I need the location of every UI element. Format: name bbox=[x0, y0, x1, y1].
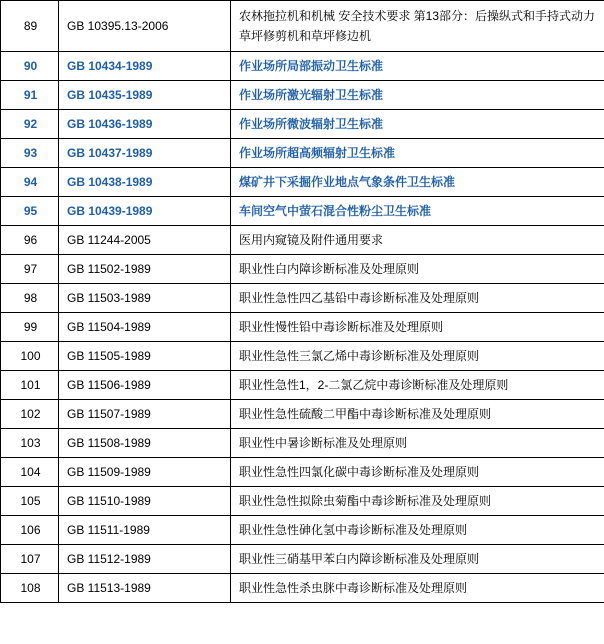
standard-title-cell: 作业场所微波辐射卫生标准 bbox=[231, 110, 604, 139]
table-row bbox=[1, 81, 604, 110]
standard-code-cell: GB 10436-1989 bbox=[59, 110, 231, 139]
row-index-cell: 96 bbox=[1, 226, 59, 255]
table-row bbox=[1, 458, 604, 487]
row-index-cell: 108 bbox=[1, 574, 59, 603]
row-index-cell: 106 bbox=[1, 516, 59, 545]
standard-title-cell: 职业性急性砷化氢中毒诊断标准及处理原则 bbox=[231, 516, 604, 545]
standard-title-cell: 作业场所超高频辐射卫生标准 bbox=[231, 139, 604, 168]
row-index-cell: 101 bbox=[1, 371, 59, 400]
table-row bbox=[1, 168, 604, 197]
standard-code-cell: GB 10434-1989 bbox=[59, 52, 231, 81]
row-index-cell: 99 bbox=[1, 313, 59, 342]
table-row bbox=[1, 545, 604, 574]
table-row bbox=[1, 313, 604, 342]
standard-code-cell: GB 11509-1989 bbox=[59, 458, 231, 487]
standard-title-cell: 作业场所局部振动卫生标准 bbox=[231, 52, 604, 81]
standard-title-cell: 职业性白内障诊断标准及处理原则 bbox=[231, 255, 604, 284]
standard-title-cell: 职业性急性拟除虫菊酯中毒诊断标准及处理原则 bbox=[231, 487, 604, 516]
table-row bbox=[1, 487, 604, 516]
standard-code-cell: GB 11510-1989 bbox=[59, 487, 231, 516]
row-index-cell: 89 bbox=[1, 1, 59, 52]
table-row bbox=[1, 226, 604, 255]
standard-title-cell: 职业性急性四氯化碳中毒诊断标准及处理原则 bbox=[231, 458, 604, 487]
table-row bbox=[1, 371, 604, 400]
row-index-cell: 98 bbox=[1, 284, 59, 313]
standard-code-cell: GB 10439-1989 bbox=[59, 197, 231, 226]
standard-title-cell: 作业场所激光辐射卫生标准 bbox=[231, 81, 604, 110]
standard-title-cell: 农林拖拉机和机械 安全技术要求 第13部分：后操纵式和手持式动力草坪修剪机和草坪修边机 bbox=[231, 1, 604, 52]
row-index-cell: 107 bbox=[1, 545, 59, 574]
standard-title-cell: 职业性急性杀虫脒中毒诊断标准及处理原则 bbox=[231, 574, 604, 603]
row-index-cell: 103 bbox=[1, 429, 59, 458]
standard-title-cell: 医用内窥镜及附件通用要求 bbox=[231, 226, 604, 255]
standard-code-cell: GB 11507-1989 bbox=[59, 400, 231, 429]
standard-code-cell: GB 11504-1989 bbox=[59, 313, 231, 342]
row-index-cell: 95 bbox=[1, 197, 59, 226]
standard-code-cell: GB 11512-1989 bbox=[59, 545, 231, 574]
standard-code-cell: GB 11244-2005 bbox=[59, 226, 231, 255]
standard-code-cell: GB 11506-1989 bbox=[59, 371, 231, 400]
standard-title-cell: 职业性急性1，2-二氯乙烷中毒诊断标准及处理原则 bbox=[231, 371, 604, 400]
standard-title-cell: 职业性急性三氯乙烯中毒诊断标准及处理原则 bbox=[231, 342, 604, 371]
standard-title-cell: 职业性慢性铅中毒诊断标准及处理原则 bbox=[231, 313, 604, 342]
standard-code-cell: GB 11505-1989 bbox=[59, 342, 231, 371]
standard-code-cell: GB 11503-1989 bbox=[59, 284, 231, 313]
table-row bbox=[1, 110, 604, 139]
standard-code-cell: GB 11513-1989 bbox=[59, 574, 231, 603]
table-row bbox=[1, 139, 604, 168]
standard-code-cell: GB 11511-1989 bbox=[59, 516, 231, 545]
table-row bbox=[1, 429, 604, 458]
row-index-cell: 104 bbox=[1, 458, 59, 487]
table-row bbox=[1, 574, 604, 603]
standard-code-cell: GB 10395.13-2006 bbox=[59, 1, 231, 52]
standard-code-cell: GB 11508-1989 bbox=[59, 429, 231, 458]
standard-code-cell: GB 10438-1989 bbox=[59, 168, 231, 197]
standard-title-cell: 煤矿井下采掘作业地点气象条件卫生标准 bbox=[231, 168, 604, 197]
row-index-cell: 93 bbox=[1, 139, 59, 168]
table-row bbox=[1, 516, 604, 545]
row-index-cell: 92 bbox=[1, 110, 59, 139]
standard-title-cell: 职业性三硝基甲苯白内障诊断标准及处理原则 bbox=[231, 545, 604, 574]
table-row bbox=[1, 255, 604, 284]
row-index-cell: 91 bbox=[1, 81, 59, 110]
row-index-cell: 90 bbox=[1, 52, 59, 81]
standard-title-cell: 职业性急性四乙基铅中毒诊断标准及处理原则 bbox=[231, 284, 604, 313]
standard-code-cell: GB 11502-1989 bbox=[59, 255, 231, 284]
row-index-cell: 94 bbox=[1, 168, 59, 197]
standard-code-cell: GB 10437-1989 bbox=[59, 139, 231, 168]
table-row bbox=[1, 1, 604, 52]
row-index-cell: 97 bbox=[1, 255, 59, 284]
table-row bbox=[1, 284, 604, 313]
standard-title-cell: 职业性急性硫酸二甲酯中毒诊断标准及处理原则 bbox=[231, 400, 604, 429]
standard-title-cell: 车间空气中萤石混合性粉尘卫生标准 bbox=[231, 197, 604, 226]
standards-table-body bbox=[1, 1, 604, 603]
table-row bbox=[1, 52, 604, 81]
table-row bbox=[1, 342, 604, 371]
row-index-cell: 100 bbox=[1, 342, 59, 371]
row-index-cell: 105 bbox=[1, 487, 59, 516]
row-index-cell: 102 bbox=[1, 400, 59, 429]
table-row bbox=[1, 400, 604, 429]
table-row bbox=[1, 197, 604, 226]
standard-code-cell: GB 10435-1989 bbox=[59, 81, 231, 110]
standard-title-cell: 职业性中暑诊断标准及处理原则 bbox=[231, 429, 604, 458]
